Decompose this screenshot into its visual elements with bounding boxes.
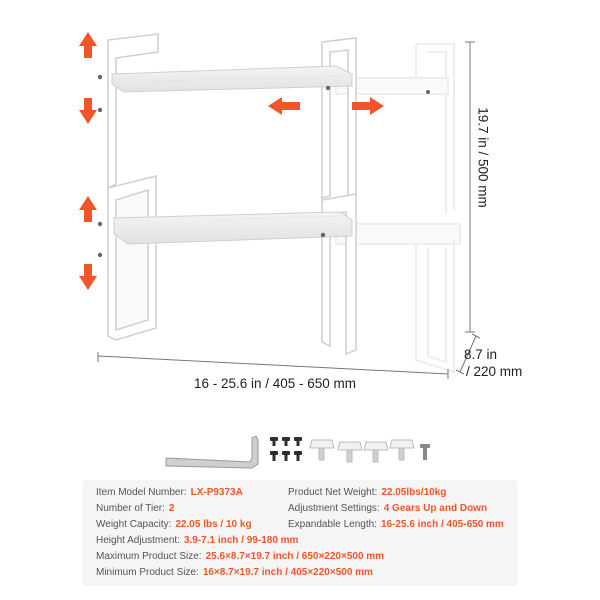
spec-item bbox=[96, 486, 243, 500]
spec-label: Minimum Product Size: bbox=[96, 567, 199, 578]
bolts-icon bbox=[270, 437, 302, 461]
thumb-screws-icon bbox=[310, 440, 414, 462]
spec-label: Expandable Length: bbox=[288, 519, 377, 530]
spec-value: 4 Gears Up and Down bbox=[383, 503, 488, 514]
spec-value: 16-25.6 inch / 405-650 mm bbox=[380, 519, 504, 530]
spec-label: Item Model Number: bbox=[96, 487, 187, 498]
spec-value: 2 bbox=[168, 503, 175, 514]
spec-item bbox=[96, 566, 373, 580]
spec-label: Maximum Product Size: bbox=[96, 551, 202, 562]
length-dimension-label: 16 - 25.6 in / 405 - 650 mm bbox=[193, 376, 357, 391]
height-adjust-arrows bbox=[79, 32, 97, 290]
spec-label: Weight Capacity: bbox=[96, 519, 172, 530]
height-dimension-label: 19.7 in / 500 mm bbox=[475, 107, 491, 208]
top-shelf bbox=[112, 66, 352, 92]
spec-value: 22.05lbs/10kg bbox=[381, 487, 447, 498]
spec-label: Product Net Weight: bbox=[288, 487, 378, 498]
spec-value: 3.9-7.1 inch / 99-180 mm bbox=[183, 535, 299, 546]
spec-label: Adjustment Settings: bbox=[288, 503, 380, 514]
spec-value: 16×8.7×19.7 inch / 405×220×500 mm bbox=[202, 567, 373, 578]
spec-item bbox=[96, 502, 174, 516]
spec-value: 25.6×8.7×19.7 inch / 650×220×500 mm bbox=[205, 551, 385, 562]
spec-value: LX-P9373A bbox=[190, 487, 243, 498]
screw-icon bbox=[420, 444, 430, 460]
depth-label-line1: 8.7 in bbox=[464, 347, 498, 362]
spec-value: 22.05 lbs / 10 kg bbox=[175, 519, 252, 530]
depth-dimension-label bbox=[464, 346, 534, 380]
spec-item bbox=[288, 518, 504, 532]
depth-label-line2: / 220 mm bbox=[466, 364, 523, 379]
spec-item bbox=[288, 502, 487, 516]
spec-table bbox=[82, 480, 518, 586]
spec-item bbox=[288, 486, 446, 500]
hex-key-icon bbox=[166, 436, 258, 468]
bottom-shelf bbox=[114, 212, 352, 244]
spec-label: Number of Tier: bbox=[96, 503, 165, 514]
spec-item bbox=[96, 550, 384, 564]
spec-item bbox=[96, 534, 298, 548]
spec-item bbox=[96, 518, 252, 532]
spec-label: Height Adjustment: bbox=[96, 535, 180, 546]
